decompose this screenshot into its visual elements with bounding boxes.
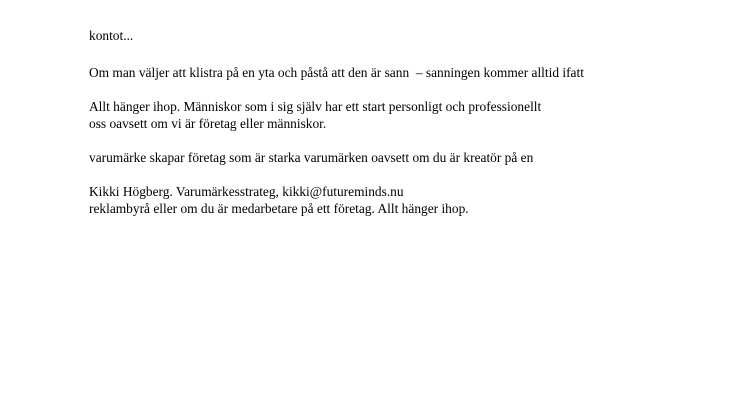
text-line: Om man väljer att klistra på en yta och påstå att den är sann – sanningen kommer alltid ifatt [89,65,584,80]
text-line: reklambyrå eller om du är medarbetare på ett företag. Allt hänger ihop. [89,201,469,216]
text-line: kontot... [89,28,134,43]
text-line: oss oavsett om vi är företag eller människor. [89,116,327,131]
signature-line: Kikki Högberg. Varumärkesstrateg, kikki@futureminds.nu [89,184,404,199]
text-line: Allt hänger ihop. Människor som i sig själv har ett start personligt och professionellt [89,99,542,114]
author-signature [89,149,689,234]
text-line: varumärke skapar företag som är starka varumärken oavsett om du är kreatör på en [89,150,534,165]
